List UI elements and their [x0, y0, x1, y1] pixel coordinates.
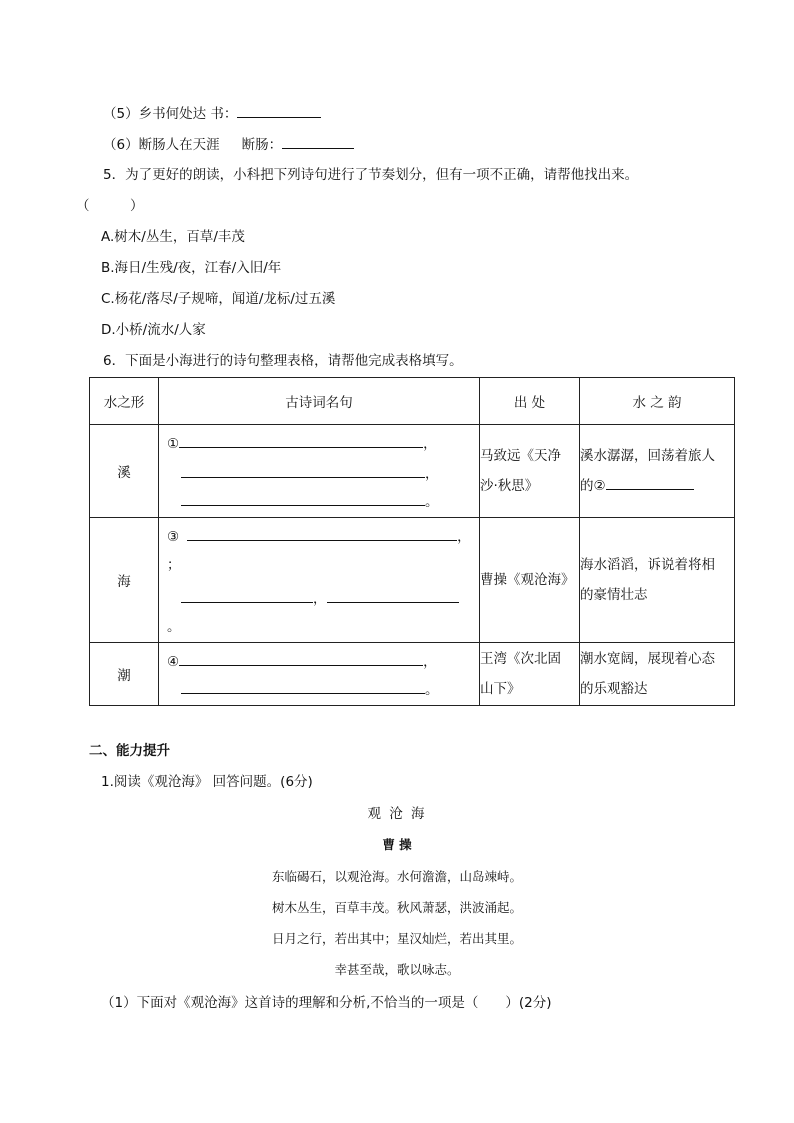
lines-cell: ③ ， ； ， 。	[159, 518, 480, 643]
rhyme-text: 潮水宽阔，展现着心态	[580, 651, 715, 667]
table-row	[90, 425, 735, 518]
poem-line: 树木丛生，百草丰茂。秋风萧瑟，洪波涌起。	[271, 900, 522, 915]
source-cell	[480, 643, 580, 706]
rhyme-text: 海水滔滔，诉说着将相	[580, 557, 715, 573]
option-b[interactable]: B.海日/生残/夜，江春/入旧/年	[101, 260, 282, 276]
poem-table	[89, 377, 735, 706]
answer-blank[interactable]	[181, 491, 425, 506]
source-text: 沙·秋思》	[480, 478, 539, 494]
source-cell	[480, 425, 580, 518]
option-c[interactable]: C.杨花/落尽/子规啼，闻道/龙标/过五溪	[101, 291, 336, 307]
poem-line: 幸甚至哉，歌以咏志。	[334, 962, 460, 977]
source-text: 山下》	[480, 681, 521, 697]
poem-line: 东临碣石，以观沧海。水何澹澹，山岛竦峙。	[271, 869, 522, 884]
lines-cell: ① ， ， 。	[159, 425, 480, 518]
fill-item-6-label: （6）断肠人在天涯	[103, 137, 220, 153]
source-text: 马致远《天净	[480, 448, 561, 464]
question-6-stem: 6．下面是小海进行的诗句整理表格，请帮他完成表格填写。	[103, 353, 463, 369]
question-5-stem: 5．为了更好的朗读，小科把下列诗句进行了节奏划分，但有一项不正确，请帮他找出来。	[103, 167, 639, 183]
rhyme-text: 的②	[580, 478, 606, 494]
rhyme-cell	[580, 518, 735, 643]
fill-item-5	[103, 103, 321, 123]
poem-line: 日月之行，若出其中；星汉灿烂，若出其里。	[271, 931, 522, 946]
header-famous-lines: 古诗词名句	[159, 378, 480, 425]
circled-marker-1: ①	[167, 436, 180, 452]
option-a[interactable]: A.树木/丛生，百草/丰茂	[101, 229, 245, 245]
fill-item-5-label: （5）乡书何处达 书：	[103, 106, 238, 122]
water-form-cell: 溪	[90, 425, 159, 518]
period-mark: 。	[167, 619, 181, 635]
answer-parentheses[interactable]: （ ）	[76, 198, 144, 214]
water-form-cell: 海	[90, 518, 159, 643]
semicolon-mark: ；	[167, 557, 181, 573]
circled-marker-3: ③	[167, 529, 180, 545]
water-form-cell: 潮	[90, 643, 159, 706]
poem-author: 曹 操	[382, 837, 412, 852]
header-water-form: 水之形	[90, 378, 159, 425]
header-water-rhyme: 水 之 韵	[580, 378, 735, 425]
source-text: 曹操《观沧海》	[480, 572, 575, 588]
header-source: 出 处	[480, 378, 580, 425]
answer-blank[interactable]	[606, 475, 694, 490]
answer-blank[interactable]	[327, 588, 459, 603]
option-d[interactable]: D.小桥/流水/人家	[101, 322, 206, 338]
rhyme-cell	[580, 643, 735, 706]
circled-marker-4: ④	[167, 654, 180, 670]
rhyme-cell	[580, 425, 735, 518]
answer-blank[interactable]	[181, 588, 313, 603]
answer-blank[interactable]	[181, 463, 425, 478]
answer-blank[interactable]	[237, 103, 321, 118]
table-header-row	[90, 378, 735, 425]
table-row	[90, 643, 735, 706]
poem-title: 观 沧 海	[367, 806, 427, 822]
fill-item-6	[103, 134, 354, 154]
answer-blank[interactable]	[187, 526, 457, 541]
source-text: 王湾《次北固	[480, 651, 561, 667]
sub-question-1: （1）下面对《观沧海》这首诗的理解和分析,不恰当的一项是（ ）(2分)	[101, 995, 552, 1011]
table-row	[90, 518, 735, 643]
lines-cell: ④ ， 。	[159, 643, 480, 706]
answer-blank[interactable]	[179, 433, 423, 448]
rhyme-text: 溪水潺潺，回荡着旅人	[580, 448, 715, 464]
rhyme-text: 的豪情壮志	[580, 587, 648, 603]
source-cell	[480, 518, 580, 643]
question-1-stem: 1.阅读《观沧海》 回答问题。(6分)	[101, 774, 313, 790]
rhyme-text: 的乐观豁达	[580, 681, 648, 697]
fill-item-6-word: 断肠：	[241, 137, 283, 153]
answer-blank[interactable]	[181, 679, 425, 694]
answer-blank[interactable]	[179, 651, 423, 666]
answer-blank[interactable]	[282, 134, 354, 149]
section-heading: 二、能力提升	[89, 743, 170, 759]
